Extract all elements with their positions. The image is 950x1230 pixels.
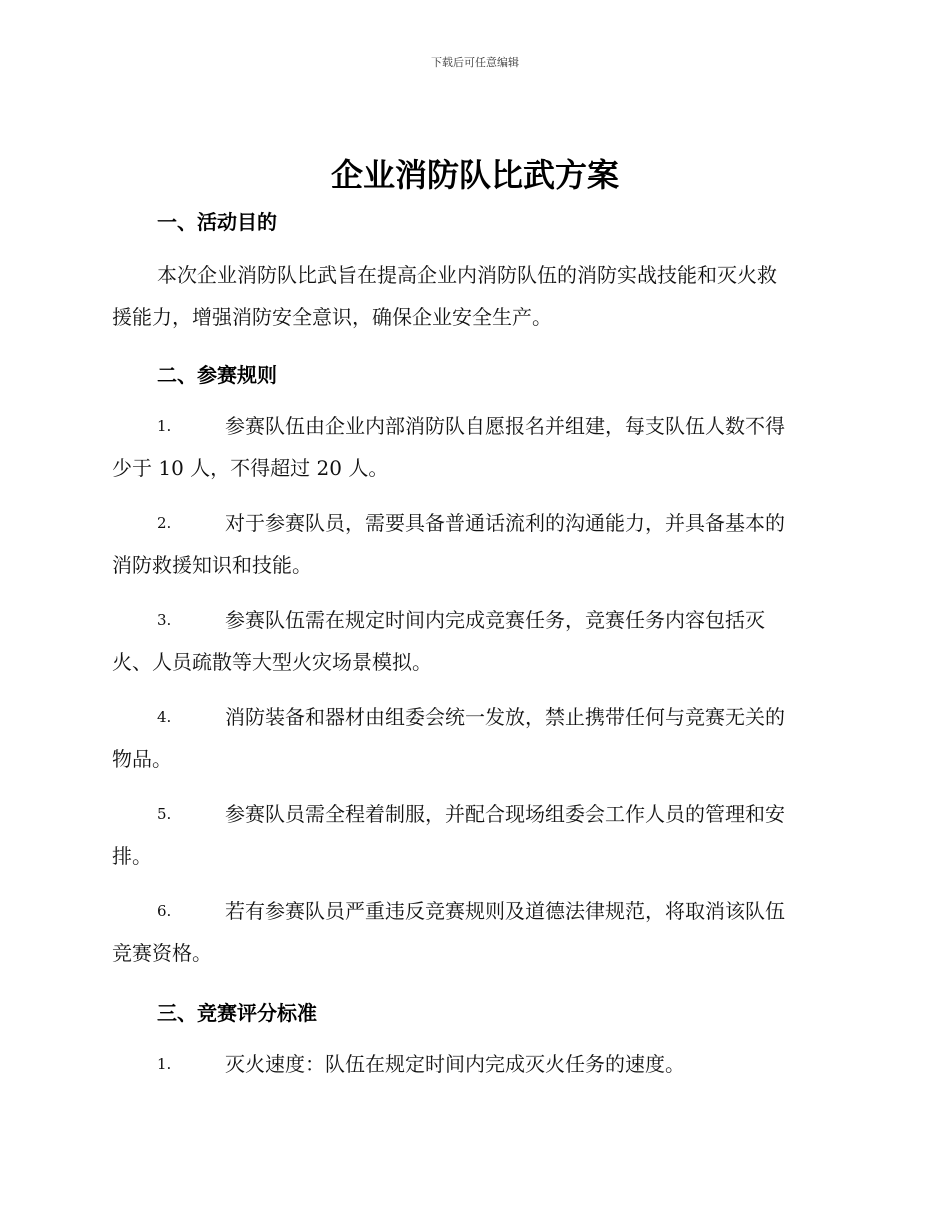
- list-item-continuation: 排。: [112, 844, 152, 868]
- list-item-continuation: 物品。: [112, 747, 172, 771]
- list-item-text: 消防装备和器材由组委会统一发放，禁止携带任何与竞赛无关的: [225, 705, 785, 729]
- list-item: [112, 793, 834, 877]
- list-item-continuation: 少于 10 人，不得超过 20 人。: [112, 456, 389, 480]
- list-item-continuation: 竞赛资格。: [112, 941, 212, 965]
- header-note: 下载后可任意编辑: [431, 56, 519, 69]
- list-item-text: 对于参赛队员，需要具备普通话流利的沟通能力，并具备基本的: [225, 511, 785, 535]
- list-item-number: 4.: [157, 708, 172, 726]
- document-title: 企业消防队比武方案: [330, 156, 619, 194]
- list-item-number: 6.: [157, 902, 172, 920]
- list-item-number: 1.: [157, 417, 172, 435]
- list-item-number: 2.: [157, 514, 172, 532]
- list-item: [112, 696, 834, 780]
- list-item-text: 若有参赛队员严重违反竞赛规则及道德法律规范，将取消该队伍: [225, 899, 785, 923]
- list-item: [112, 405, 834, 489]
- section-heading-rules: 二、参赛规则: [157, 363, 277, 387]
- list-item-text: 参赛队员需全程着制服，并配合现场组委会工作人员的管理和安: [225, 802, 785, 826]
- list-item-text: 参赛队伍由企业内部消防队自愿报名并组建，每支队伍人数不得: [225, 414, 785, 438]
- list-item: [112, 890, 834, 974]
- section-heading-purpose: 一、活动目的: [157, 210, 277, 234]
- list-item: [112, 599, 834, 683]
- list-item-number: 3.: [157, 611, 172, 629]
- section-heading-scoring: 三、竞赛评分标准: [157, 1001, 317, 1025]
- list-item: [112, 502, 834, 586]
- paragraph-line: 本次企业消防队比武旨在提高企业内消防队伍的消防实战技能和灭火救: [157, 263, 777, 287]
- list-item-text: 参赛队伍需在规定时间内完成竞赛任务，竞赛任务内容包括灭: [225, 608, 765, 632]
- purpose-paragraph: [112, 254, 834, 338]
- list-item-continuation: 消防救援知识和技能。: [112, 553, 312, 577]
- list-item-number: 1.: [157, 1055, 172, 1073]
- list-item-text: 灭火速度：队伍在规定时间内完成灭火任务的速度。: [225, 1052, 685, 1076]
- paragraph-line: 援能力，增强消防安全意识，确保企业安全生产。: [112, 305, 552, 329]
- list-item: [112, 1043, 834, 1085]
- list-item-continuation: 火、人员疏散等大型火灾场景模拟。: [112, 650, 432, 674]
- list-item-number: 5.: [157, 805, 172, 823]
